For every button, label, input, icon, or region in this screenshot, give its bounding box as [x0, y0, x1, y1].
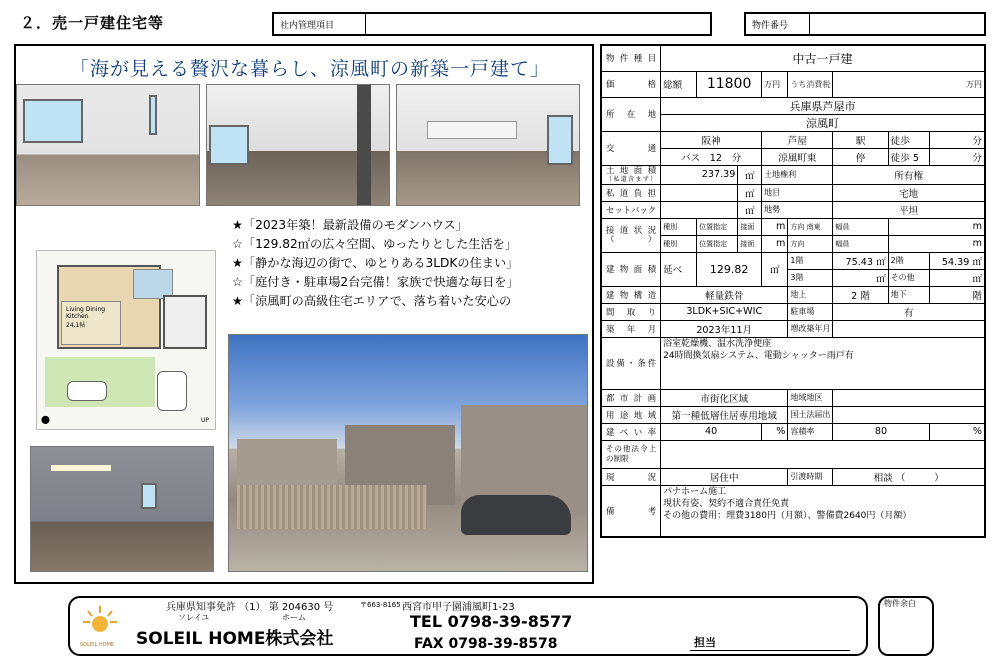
road-fukuin-2: 幅員: [833, 235, 888, 252]
line-name: 阪神: [661, 131, 762, 148]
parking: 有: [833, 303, 985, 320]
number-box: [744, 12, 986, 36]
photo-bedroom: [16, 84, 200, 206]
location-town: 涼風町: [661, 114, 985, 131]
label-status: 現況: [601, 468, 661, 485]
label-road-sub: （ ）: [606, 234, 657, 244]
ruby-soleil: ソレイユ: [178, 613, 210, 622]
road-direction: 南東: [806, 222, 821, 231]
photo-exterior: [228, 334, 588, 572]
walk2-unit: 分: [929, 148, 985, 165]
label-structure: 建物構造: [601, 286, 661, 303]
below-label: 地下: [888, 286, 929, 303]
bus-stop: 涼風町東: [762, 148, 833, 165]
photo-kitchen: [396, 84, 580, 206]
kai-label: 階: [860, 290, 870, 302]
feature-item: ★「静かな海辺の街で、ゆとりある3LDKの住まい」: [232, 256, 519, 270]
city-plan: 市街化区域: [661, 389, 788, 406]
kai2-label: 階: [929, 286, 985, 303]
label-reform: 増改築年月: [788, 320, 833, 337]
use-zone: 第一種低層住居専用地域: [661, 406, 788, 423]
label-use: 用途地域: [601, 406, 661, 423]
mgmt-label: 社内管理項目: [274, 14, 366, 34]
road-m2: m: [888, 218, 985, 235]
label-parking: 駐車場: [788, 303, 833, 320]
built: 2023年11月: [661, 320, 788, 337]
label-chisei: 地勢: [762, 201, 833, 218]
equipment: 浴室乾燥機、温水洗浄便座 24時間換気扇システム、電動シャッター雨戸有: [661, 337, 985, 389]
photo-room: [30, 446, 214, 572]
price-unit: 万円: [762, 71, 788, 97]
floor1-unit: ㎡: [876, 256, 886, 268]
bus-label: バス: [681, 152, 701, 164]
other-label: その他: [888, 269, 929, 286]
walk-label: 徒歩: [888, 131, 929, 148]
floor-plan: [36, 250, 216, 430]
label-law: その他法令上の制限: [601, 440, 661, 468]
road-houkou: 方向: [790, 222, 805, 231]
slogan: 「海が見える贅沢な暮らし、涼風町の新築一戸建て」: [69, 58, 550, 80]
structure: 軽量鉄骨: [661, 286, 788, 303]
station-name: 芦屋: [762, 131, 833, 148]
license: 兵庫県知事免許 （1） 第 204630 号: [166, 602, 334, 613]
label-remarks: 備考: [601, 485, 661, 537]
photo-living: [206, 84, 390, 206]
number-value: [810, 14, 984, 34]
nobe-label: 延べ: [661, 252, 697, 286]
label-type: 物件種目: [601, 45, 661, 71]
far: 80: [833, 423, 929, 440]
bus-min: 12: [709, 152, 722, 164]
road-m-3: m: [762, 235, 788, 252]
page-title: ２．売一戸建住宅等: [20, 14, 165, 32]
building-unit: ㎡: [762, 252, 788, 286]
mgmt-value: [366, 14, 710, 34]
road-betsu-2: 種別: [661, 235, 697, 252]
label-chimoku: 地目: [762, 184, 833, 201]
floor1-area: 75.43: [845, 256, 874, 268]
land-unit: ㎡: [738, 165, 762, 184]
road-betsu: 種別: [661, 218, 697, 235]
chimoku: 宅地: [833, 184, 985, 201]
number-label: 物件番号: [746, 14, 810, 34]
handover: 相談: [873, 472, 893, 484]
floor2-unit: ㎡: [972, 256, 982, 268]
status: 居住中: [661, 468, 788, 485]
label-traffic: 交通: [601, 131, 661, 165]
ruby-home: ホーム: [282, 613, 306, 622]
tanto-label: 担当: [694, 636, 716, 649]
floor1-label: 1階: [788, 252, 833, 269]
road-fukuin: 幅員: [833, 218, 888, 235]
tanto-line: [690, 650, 850, 651]
road-setsumen: 接面: [738, 218, 762, 235]
stamp-label: 物件余白: [884, 599, 916, 608]
price-value: 11800: [697, 71, 762, 97]
walk2-label: 徒歩: [890, 152, 910, 164]
stop-label: 停: [833, 148, 888, 165]
setback-unit: ㎡: [738, 201, 762, 218]
building-area: 129.82: [697, 252, 762, 286]
road-setsumen-2: 接面: [738, 235, 762, 252]
label-land-sub: （私道含まず）: [606, 175, 657, 183]
label-private-road: 私道負担: [601, 184, 661, 201]
up-label: UP: [200, 417, 209, 424]
tax-label: うち消費税: [788, 71, 833, 97]
bcr: 40: [661, 423, 762, 440]
room-label: Living Dining Kitchen: [66, 306, 106, 320]
floor3-unit: ㎡: [833, 269, 888, 286]
feature-item: ☆「庭付き・駐車場2台完備！家族で快適な毎日を」: [232, 275, 519, 289]
label-right: 土地権利: [762, 165, 833, 184]
walk2-min: 5: [912, 152, 920, 164]
label-kokudo: 国土法届出: [788, 406, 833, 423]
property-spec-table: [600, 44, 986, 538]
fax: FAX 0798-39-8578: [414, 636, 558, 652]
road-m: m: [762, 218, 788, 235]
label-bcr: 建ぺい率: [601, 423, 661, 440]
room-size: 24.1帖: [66, 322, 86, 329]
postal: 〒663-8165: [360, 601, 401, 609]
mgmt-box: [272, 12, 712, 36]
label-district: 地域地区: [788, 389, 833, 406]
property-type: 中古一戸建: [661, 45, 985, 71]
above-label: 地上: [788, 286, 833, 303]
land-right: 所有権: [833, 165, 985, 184]
label-land: 土地面積: [606, 164, 657, 175]
far-unit: %: [929, 423, 985, 440]
feature-item: ★「2023年築！最新設備のモダンハウス」: [232, 218, 468, 232]
chisei: 平坦: [833, 201, 985, 218]
road-ichi: 位置指定: [697, 218, 738, 235]
logo-text: SOLEIL HOME: [80, 642, 115, 648]
private-unit: ㎡: [738, 184, 762, 201]
price-total-label: 総額: [661, 71, 697, 97]
label-city-plan: 都市計画: [601, 389, 661, 406]
label-location: 所在地: [601, 97, 661, 131]
label-price: 価格: [601, 71, 661, 97]
label-building: 建物面積: [601, 252, 661, 286]
label-road: 接道状況: [606, 225, 657, 235]
north-icon: ⬤: [41, 415, 50, 424]
floors: 2: [851, 290, 858, 302]
handover-paren: （ ）: [895, 472, 944, 484]
station-eki: 駅: [833, 131, 888, 148]
road-m-4: m: [888, 235, 985, 252]
bcr-unit: %: [762, 423, 788, 440]
floor3-label: 3階: [788, 269, 833, 286]
feature-item: ☆「129.82㎡の広々空間、ゆったりとした生活を」: [232, 237, 518, 251]
road-houkou-2: 方向: [788, 235, 833, 252]
feature-list: [232, 216, 592, 311]
label-equipment: 設備・条件: [601, 337, 661, 389]
feature-item: ★「涼風町の高級住宅エリアで、落ち着いた安心の: [232, 294, 512, 308]
other-unit: ㎡: [929, 269, 985, 286]
road-ichi-2: 位置指定: [697, 235, 738, 252]
remarks: パナホーム施工 現状有姿、契約不適合責任免責 その他の費用：理費3180円（月額）、警備費2640円（月額）: [661, 485, 985, 537]
floor2-area: 54.39: [941, 256, 970, 268]
sun-logo-icon: [80, 604, 120, 646]
label-far: 容積率: [788, 423, 833, 440]
location-pref: 兵庫県芦屋市: [661, 97, 985, 114]
floor2-label: 2階: [888, 252, 929, 269]
madori: 3LDK+SIC+WIC: [661, 303, 788, 320]
tel: TEL 0798-39-8577: [410, 612, 573, 631]
walk-min: 分: [929, 131, 985, 148]
company-name: SOLEIL HOME株式会社: [136, 629, 334, 649]
label-handover: 引渡時期: [788, 468, 833, 485]
bus-unit: 分: [731, 152, 742, 164]
label-built: 築年月: [601, 320, 661, 337]
land-area: 237.39: [661, 165, 738, 184]
label-setback: セットバック: [601, 201, 661, 218]
address: 西宮市甲子園浦風町1-23: [402, 602, 515, 613]
label-madori: 間取り: [601, 303, 661, 320]
tax-unit: 万円: [833, 71, 985, 97]
